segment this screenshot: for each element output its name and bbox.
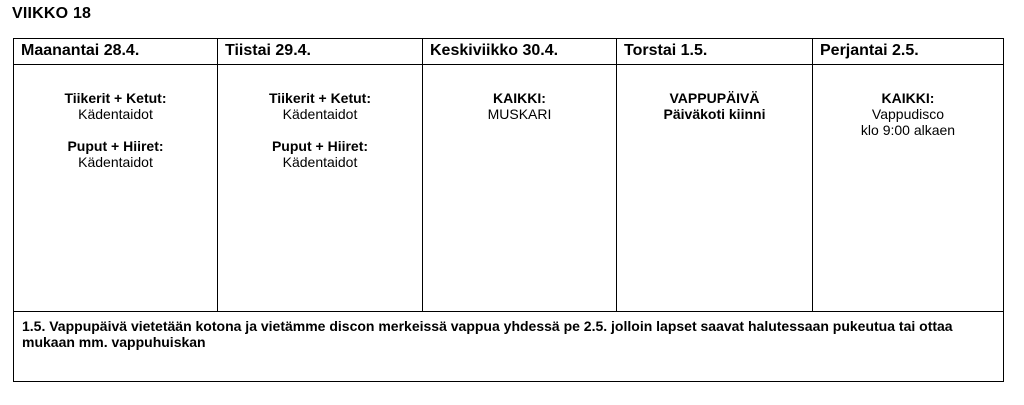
day-column-monday (14, 39, 218, 311)
group-label: Puput + Hiiret: (271, 138, 369, 154)
schedule-entry (813, 90, 1003, 138)
activity-time: klo 9:00 alkaen (860, 122, 956, 138)
day-column-friday (813, 39, 1003, 311)
day-header: Torstai 1.5. (617, 39, 812, 65)
day-body (813, 65, 1003, 138)
day-body (14, 65, 217, 170)
week-title: VIIKKO 18 (12, 5, 92, 22)
day-header: Perjantai 2.5. (813, 39, 1003, 65)
activity-text: Kädentaidot (78, 106, 153, 122)
activity-text: Kädentaidot (78, 154, 153, 170)
group-label: KAIKKI: (881, 90, 935, 106)
day-body (218, 65, 422, 170)
day-body (423, 65, 616, 122)
schedule-entry (218, 90, 422, 122)
activity-text: Kädentaidot (282, 154, 358, 170)
holiday-label: VAPPUPÄIVÄ (669, 90, 760, 106)
group-label: Tiikerit + Ketut: (64, 90, 167, 106)
schedule-entry (617, 90, 812, 122)
weekly-schedule-table (13, 38, 1004, 382)
day-header: Tiistai 29.4. (218, 39, 422, 65)
day-column-tuesday (218, 39, 423, 311)
day-column-thursday (617, 39, 813, 311)
activity-text: MUSKARI (487, 106, 552, 122)
footer-note: 1.5. Vappupäivä vietetään kotona ja vietämme discon merkeissä vappua yhdessä pe 2.5. jolloin lapset saavat halutessaan pukeutua tai ottaa mukaan mm. vappuhuiskan (14, 311, 1003, 350)
closed-notice: Päiväkoti kiinni (663, 106, 766, 122)
schedule-entry (14, 90, 217, 122)
schedule-entry (423, 90, 616, 122)
schedule-entry (218, 138, 422, 170)
activity-text: Vappudisco (871, 106, 945, 122)
day-header: Keskiviikko 30.4. (423, 39, 616, 65)
schedule-entry (14, 138, 217, 170)
group-label: Tiikerit + Ketut: (268, 90, 372, 106)
day-column-wednesday (423, 39, 617, 311)
group-label: Puput + Hiiret: (67, 138, 164, 154)
day-body (617, 65, 812, 122)
activity-text: Kädentaidot (282, 106, 358, 122)
day-header: Maanantai 28.4. (14, 39, 217, 65)
group-label: KAIKKI: (493, 90, 546, 106)
